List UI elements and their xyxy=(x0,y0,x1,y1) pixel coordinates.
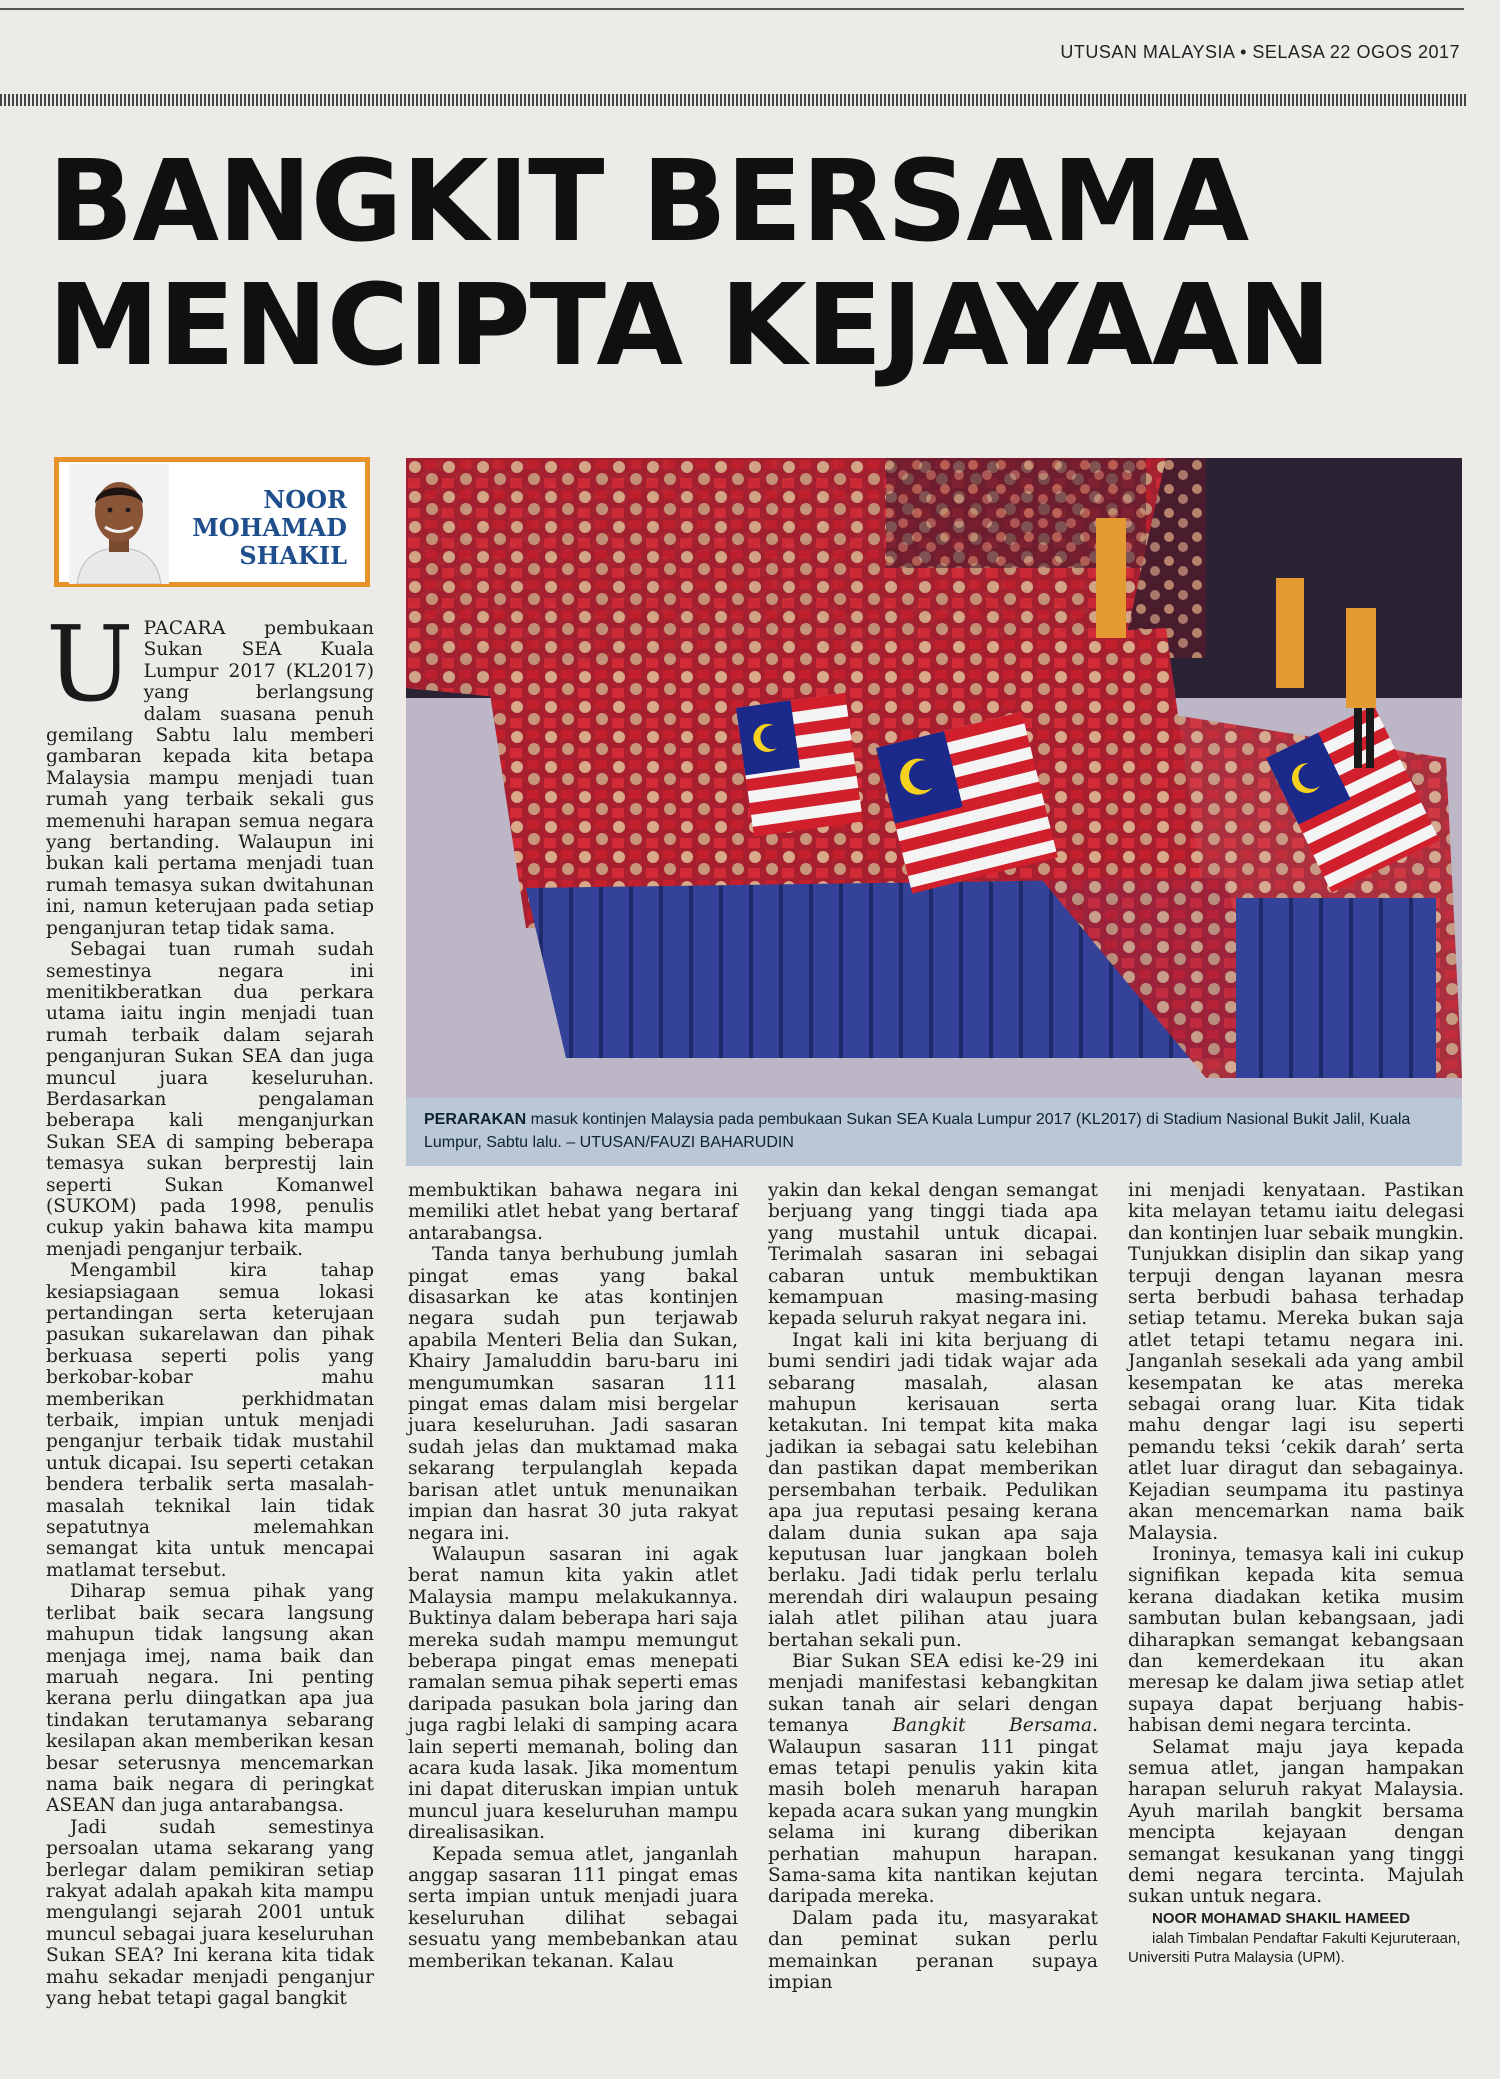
caption-text: masuk kontinjen Malaysia pada pembukaan Sukan SEA Kuala Lumpur 2017 (KL2017) di Stadium Nasional Bukit Jalil, Kuala Lumpur, Sabtu lalu. – UTUSAN/FAUZI BAHARUDIN xyxy=(424,1111,1411,1151)
headline-line-2: MENCIPTA KEJAYAAN xyxy=(48,261,1331,391)
paragraph-1 xyxy=(46,603,374,939)
article-column-1 xyxy=(46,603,374,2009)
author-name-line-3: SHAKIL xyxy=(239,541,347,570)
caption-lead: PERARAKAN xyxy=(424,1111,527,1128)
news-photo xyxy=(406,458,1462,1098)
paragraph-7: Tanda tanya berhubung jumlah pingat emas yang bakal disasarkan ke atas kontinjen negara sudah pun terjawab apabila Menteri Belia dan Sukan, Khairy Jamaluddin baru-baru ini mengumumkan sasaran 111 pingat emas dalam misi bergelar juara keseluruhan. Jadi sasaran sudah jelas dan muktamad maka sekarang terpulanglah kepada barisan atlet untuk menunaikan impian dan hasrat 30 juta rakyat negara ini. xyxy=(408,1244,738,1544)
paragraph-14: ini menjadi kenyataan. Pastikan kita melayan tetamu iaitu delegasi dan kontinjen luar sebaik mungkin. Tunjukkan disiplin dan sikap yang terpuji dengan layanan mesra serta berbudi bahasa terhadap setiap tetamu. Mereka bukan saja atlet tetapi tetamu negara ini. Janganlah sesekali ada yang ambil kesempatan ke atas mereka sebagai orang luar. Kita tidak mahu dengar lagi isu seperti pemandu teksi ‘cekik darah’ serta atlet luar diragut dan sebagainya. Kejadian seumpama itu pastinya akan mencemarkan nama baik Malaysia. xyxy=(1128,1180,1464,1544)
avatar xyxy=(69,464,169,584)
author-name xyxy=(192,486,347,570)
byline: NOOR MOHAMAD SHAKIL HAMEED xyxy=(1152,1909,1411,1927)
masthead: UTUSAN MALAYSIA • SELASA 22 OGOS 2017 xyxy=(1060,42,1460,62)
article-column-3 xyxy=(768,1180,1098,1993)
photo-caption xyxy=(406,1098,1462,1166)
headline xyxy=(48,137,1468,391)
paragraph-11: Ingat kali ini kita berjuang di bumi sendiri jadi tidak wajar ada sebarang masalah, alasan mahupun kerisauan serta ketakutan. Ini tempat kita maka jadikan ia sebagai satu kelebihan dan pastikan dapat memberikan persembahan terbaik. Pedulikan apa jua reputasi pesaing kerana dalam dunia sukan apa saja keputusan luar jangkaan boleh berlaku. Jadi tidak perlu terlalu merendah diri walaupun pesaing ialah atlet pilihan atau juara bertahan sekali pun. xyxy=(768,1329,1098,1651)
paragraph-12-a: Biar Sukan SEA edisi ke-29 ini menjadi manifestasi kebangkitan sukan tanah air selari dengan temanya xyxy=(768,1650,1098,1737)
paragraph-12 xyxy=(768,1651,1098,1908)
paragraph-6: membuktikan bahawa negara ini memiliki atlet hebat yang bertaraf antarabangsa. xyxy=(408,1180,738,1244)
paragraph-12-c: . Walaupun sasaran 111 pingat emas tetapi penulis yakin kita masih boleh menaruh harapan kepada acara sukan yang mungkin selama ini kurang diberikan perhatian mahupun harapan. Sama-sama kita nantikan kejutan daripada mereka. xyxy=(768,1715,1098,1908)
paragraph-3: Mengambil kira tahap kesiapsiagaan semua lokasi pertandingan serta keterujaan pasukan sukarelawan dan pihak berkuasa seperti polis yang berkobar-kobar mahu memberikan perkhidmatan terbaik, impian untuk menjadi penganjur terbaik tidak mustahil untuk dicapai. Isu seperti cetakan bendera terbalik serta masalah-masalah teknikal lain tidak sepatutnya melemahkan semangat kita untuk mencapai matlamat tersebut. xyxy=(46,1260,374,1581)
paragraph-8: Walaupun sasaran ini agak berat namun kita yakin atlet Malaysia mampu melakukannya. Buktinya dalam beberapa hari saja mereka sudah mampu memungut beberapa pingat emas menepati ramalan semua pihak seperti emas daripada pasukan bola jaring dan juga ragbi lelaki di samping acara lain seperti memanah, boling dan acara kuda lasak. Jika momentum ini dapat diteruskan impian untuk muncul juara keseluruhan mampu direalisasikan. xyxy=(408,1543,738,1844)
paragraph-5: Jadi sudah semestinya persoalan utama sekarang yang berlegar dalam pemikiran setiap rakyat adalah apakah kita mampu mengulangi sejarah 2001 untuk muncul sebagai juara keseluruhan Sukan SEA? Ini kerana kita tidak mahu sekadar menjadi penganjur yang hebat tetapi gagal bangkit xyxy=(46,1816,374,2009)
drop-cap: U xyxy=(46,603,134,725)
paragraph-13: Dalam pada itu, masyarakat dan peminat sukan perlu memainkan peranan supaya impian xyxy=(768,1907,1098,1994)
paragraph-16: Selamat maju jaya kepada semua atlet, jangan hampakan harapan seluruh rakyat Malaysia. Ayuh marilah bangkit bersama mencipta kejayaan dengan semangat kesukanan yang tinggi demi negara tercinta. Majulah sukan untuk negara. xyxy=(1128,1736,1464,1908)
top-rule xyxy=(0,8,1464,10)
author-box xyxy=(54,457,370,587)
lead-caps: PACARA xyxy=(143,618,226,639)
paragraph-12-theme: Bangkit Bersama xyxy=(892,1715,1093,1737)
author-name-line-2: MOHAMAD xyxy=(192,513,347,542)
headline-line-1: BANGKIT BERSAMA xyxy=(48,137,1249,267)
author-name-line-1: NOOR xyxy=(263,485,347,514)
author-bio: ialah Timbalan Pendaftar Fakulti Kejuruteraan, Universiti Putra Malaysia (UPM). xyxy=(1128,1930,1461,1967)
header-hatch-rule xyxy=(0,94,1466,106)
article-column-4 xyxy=(1128,1180,1464,1967)
paragraph-4: Diharap semua pihak yang terlibat baik secara langsung mahupun tidak langsung akan menjaga imej, nama baik dan maruah negara. Ini penting kerana perlu diingatkan apa jua tindakan terutamanya sebarang kesilapan akan memberikan kesan besar seterusnya mencemarkan nama baik negara di peringkat ASEAN dan juga antarabangsa. xyxy=(46,1581,374,1817)
article-column-2 xyxy=(408,1180,738,1972)
paragraph-1-text: pembukaan Sukan SEA Kuala Lumpur 2017 (KL2017) yang berlangsung dalam suasana penuh gemilang Sabtu lalu memberi gambaran kepada kita betapa Malaysia mampu menjadi tuan rumah yang terbaik sekali gus memenuhi harapan semua negara yang bertanding. Walaupun ini bukan kali pertama menjadi tuan rumah temasya sukan dwitahunan ini, namun keterujaan pada setiap penganjuran tetap tidak sama. xyxy=(46,618,374,939)
paragraph-10: yakin dan kekal dengan semangat berjuang yang tinggi tiada apa yang mustahil untuk dicapai. Terimalah sasaran ini sebagai cabaran untuk membuktikan kemampuan masing-masing kepada seluruh rakyat negara ini. xyxy=(768,1180,1098,1330)
paragraph-2: Sebagai tuan rumah sudah semestinya negara ini menitikberatkan dua perkara utama iaitu ingin menjadi tuan rumah terbaik dalam sejarah penganjuran Sukan SEA dan juga muncul juara keseluruhan. Berdasarkan pengalaman beberapa kali menganjurkan Sukan SEA di samping beberapa temasya sukan berprestij lain seperti Sukan Komanwel (SUKOM) pada 1998, penulis cukup yakin bahawa kita mampu menjadi penganjur terbaik. xyxy=(46,939,374,1260)
paragraph-9: Kepada semua atlet, janganlah anggap sasaran 111 pingat emas serta impian untuk menjadi juara keseluruhan dilihat sebagai sesuatu yang membebankan atau memberikan tekanan. Kalau xyxy=(408,1843,738,1972)
paragraph-15: Ironinya, temasya kali ini cukup signifikan kepada kita semua kerana diadakan ketika musim sambutan bulan kebangsaan, jadi diharapkan semangat kebangsaan dan kemerdekaan itu akan meresap ke dalam jiwa setiap atlet supaya dapat berjuang habis-habisan demi negara tercinta. xyxy=(1128,1543,1464,1737)
